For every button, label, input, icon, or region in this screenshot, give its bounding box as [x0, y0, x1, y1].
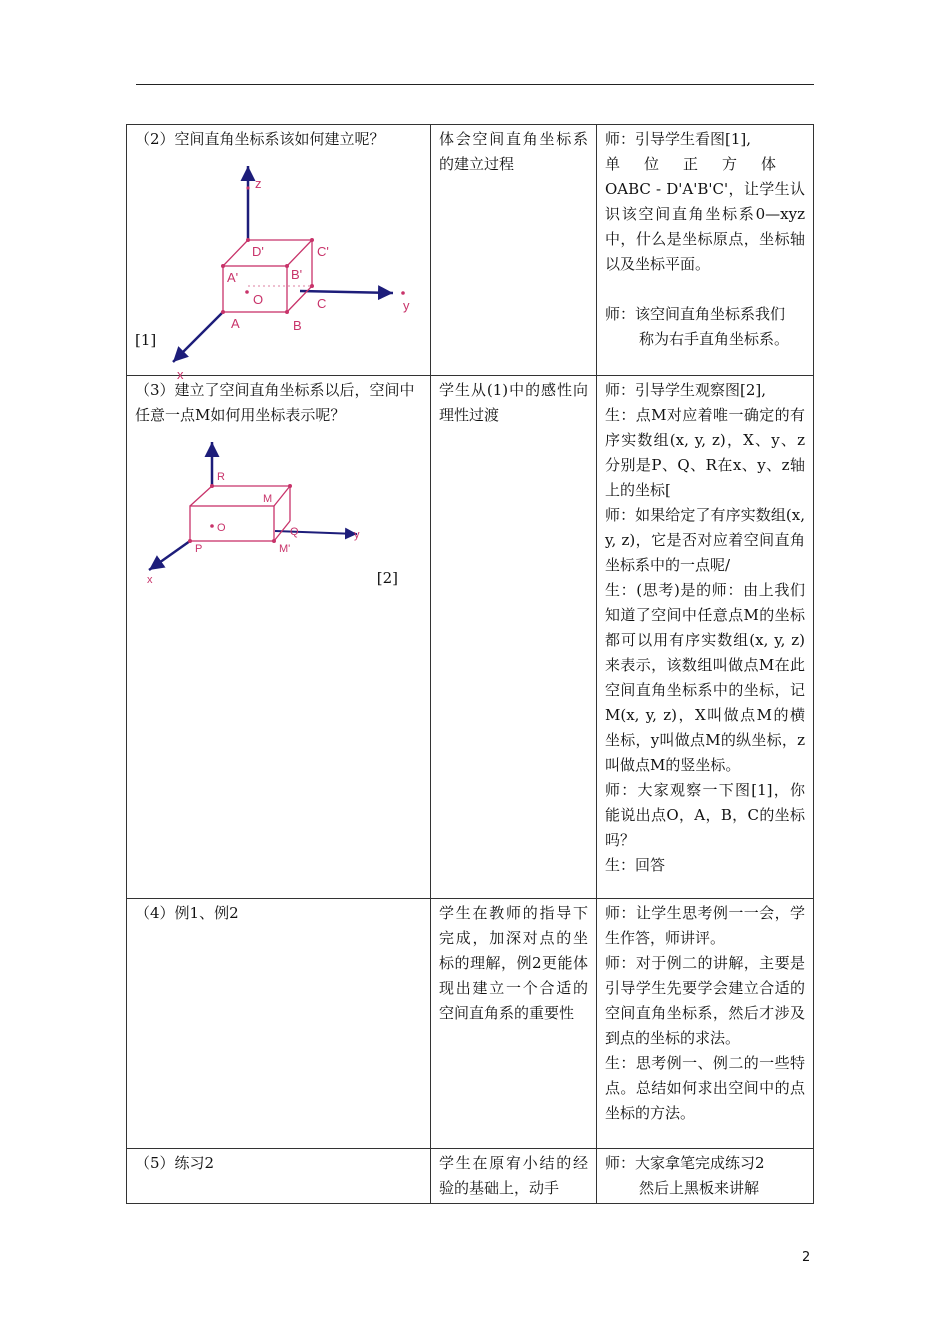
point-label: M': [279, 543, 291, 555]
teacher-line: 师：大家拿笔完成练习2: [605, 1154, 765, 1172]
teacher-line: OABC - D'A'B'C'，让学生认识该空间直角坐标系0—xyz中，什么是坐标原点，坐标轴以及坐标平面。: [605, 180, 805, 273]
point-label: C': [317, 244, 329, 259]
teacher-cell: [597, 1149, 814, 1204]
teacher-line: 生：点M对应着唯一确定的有序实数组(x, y, z)，X、y、z分别是P、Q、R在x、y、z轴上的坐标[: [605, 406, 805, 499]
teacher-line: 师：对于例二的讲解，主要是引导学生先要学会建立合适的空间直角坐标系，然后才涉及到点的坐标的求法。: [605, 954, 805, 1047]
teacher-cell: [597, 125, 814, 376]
teacher-line: 师：引导学生观察图[2],: [605, 381, 767, 399]
axis-label: y: [403, 298, 410, 313]
y-axis: [275, 531, 357, 534]
axis-label: x: [147, 574, 153, 586]
teacher-line: 单位正方体: [605, 155, 801, 173]
point-label: A: [231, 316, 240, 331]
step-cell: [127, 899, 431, 1149]
page-number: 2: [802, 1250, 811, 1265]
student-cell: 学生在教师的指导下完成，加深对点的坐标的理解，例2更能体现出建立一个合适的空间直角系的重要性: [431, 899, 597, 1149]
point-label: B: [293, 318, 302, 333]
step-cell: [127, 376, 431, 899]
table-row: [127, 125, 814, 376]
point-label: C: [317, 296, 327, 311]
point-label: B': [291, 267, 303, 282]
teacher-line: 生：思考例一、例二的一些特点。总结如何求出空间中的点坐标的方法。: [605, 1054, 805, 1122]
student-cell: 体会空间直角坐标系的建立过程: [431, 125, 597, 376]
teacher-line: 师：该空间直角坐标系我们: [605, 305, 786, 323]
figure-label: [2]: [376, 569, 398, 587]
teacher-line: 师：让学生思考例一一会，学生作答，师讲评。: [605, 904, 805, 947]
axis-label: y: [354, 529, 360, 541]
step-cell: [127, 125, 431, 382]
step-text: （2）空间直角坐标系该如何建立呢？: [135, 130, 385, 148]
box-figure-2: [135, 428, 423, 586]
header-rule: [136, 84, 814, 85]
teacher-line: 生：回答: [605, 856, 666, 874]
point-label: Q: [290, 526, 299, 538]
point-label: M: [263, 493, 273, 505]
cube-figure-1: [135, 152, 423, 382]
y-axis: [300, 291, 393, 293]
student-cell: 学生从(1)中的感性向理性过渡: [431, 376, 597, 899]
teacher-line: 然后上黑板来讲解: [639, 1179, 760, 1197]
axis-label: x: [177, 367, 184, 382]
teacher-line: 称为右手直角坐标系。: [639, 330, 790, 348]
point-label: R: [217, 471, 225, 483]
axis-label: z: [255, 176, 262, 191]
point-label: O: [217, 522, 226, 534]
teacher-cell: [597, 899, 814, 1149]
point-label: A': [227, 270, 239, 285]
point-label: P: [195, 543, 203, 555]
step-text: （3）建立了空间直角坐标系以后，空间中任意一点M如何用坐标表示呢？: [135, 381, 415, 424]
point-label: O: [253, 292, 264, 307]
teacher-cell: [597, 376, 814, 899]
teacher-line: 生：(思考)是的师：由上我们知道了空间中任意点M的坐标都可以用有序实数组(x, y, z)来表示，该数组叫做点M在此空间直角坐标系中的坐标，记M(x, y, z)，X叫做点M的横坐标，y叫做点M的纵坐标，z叫做点M的竖坐标。: [605, 581, 805, 774]
teacher-line: 师：大家观察一下图[1]，你能说出点O，A，B，C的坐标吗？: [605, 781, 805, 849]
teacher-line: 师：引导学生看图[1],: [605, 130, 752, 148]
lesson-table: [126, 124, 814, 1204]
point-label: D': [252, 244, 264, 259]
step-text: （4）例1、例2: [135, 904, 239, 922]
figure-label: [1]: [135, 331, 157, 349]
student-cell: 学生在原宥小结的经验的基础上，动手: [431, 1149, 597, 1204]
table-row: [127, 376, 814, 899]
table-row: [127, 899, 814, 1149]
step-text: （5）练习2: [135, 1154, 215, 1172]
step-cell: [127, 1149, 431, 1204]
table-row: [127, 1149, 814, 1204]
teacher-line: 师：如果给定了有序实数组(x, y, z)，它是否对应着空间直角坐标系中的一点呢/: [605, 506, 805, 574]
